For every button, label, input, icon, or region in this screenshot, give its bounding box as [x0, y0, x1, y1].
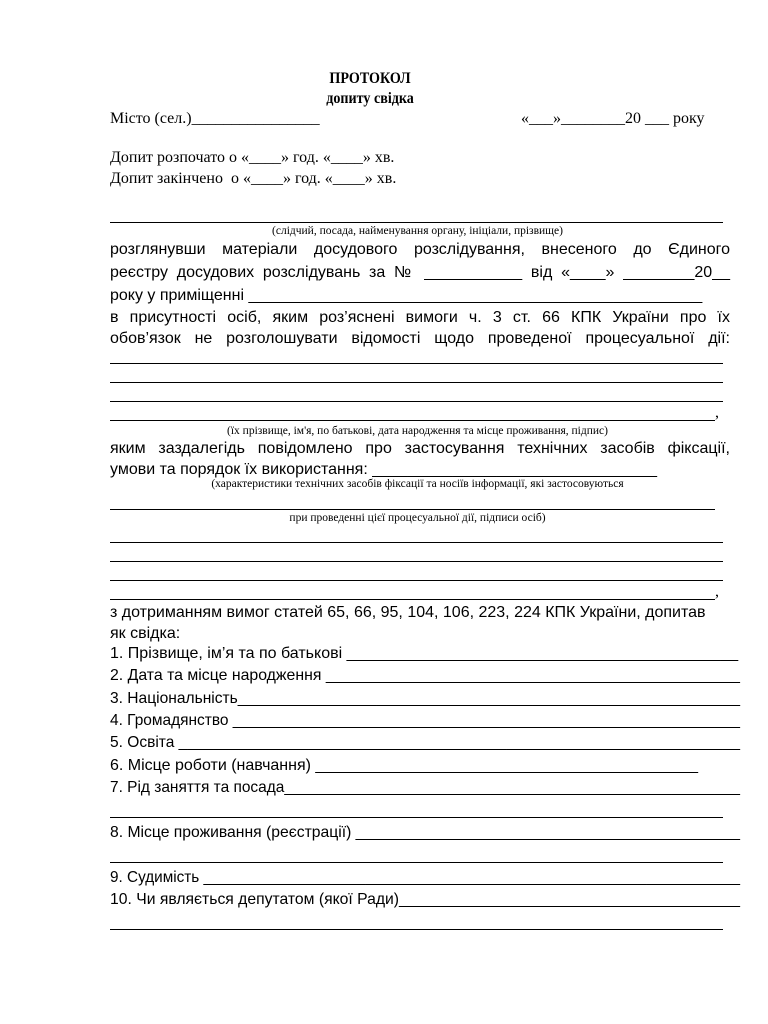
persons-comma: ,: [715, 404, 719, 421]
question-4-citizenship: 4. Громадянство ___________________________________________________________: [110, 712, 740, 729]
materials-line-3: року у приміщенні ___________________________________________________: [110, 287, 703, 304]
persons-caption: (їх прізвище, ім'я, по батькові, дата народження та місце проживання, підпис): [227, 425, 608, 437]
occupation-blank-line: [110, 817, 723, 818]
persons-line-2: обов’язок не розголошувати відомості щодо проведеної процесуальної дії:: [110, 330, 730, 347]
document-subtitle: допиту свідка: [326, 90, 414, 107]
persons-blank-line: [110, 363, 723, 364]
technical-line-1: яким заздалегідь повідомлено про застосування технічних засобів фіксації,: [110, 440, 730, 457]
compliance-line-1: з дотриманням вимог статей 65, 66, 95, 104, 106, 223, 224 КПК України, допитав: [110, 604, 706, 621]
question-10-deputy: 10. Чи являється депутатом (якої Ради)_______________________________________: [110, 891, 740, 908]
persons-blank-line: [110, 382, 723, 383]
materials-line-1: розглянувши матеріали досудового розслідування, внесеного до Єдиного: [110, 241, 730, 258]
technical-blank-line: [110, 561, 723, 562]
persons-blank-line: [110, 420, 715, 421]
question-9-criminal-record: 9. Судимість _______________________________________________________________: [110, 869, 740, 886]
question-3-nationality: 3. Національність__________________________________________________________: [110, 690, 741, 707]
technical-blank-line: [110, 542, 723, 543]
materials-line-2: реєстру досудових розслідувань за № ___________ від «____» ________20__: [110, 264, 730, 281]
question-8-residence: 8. Місце проживання (реєстрації) ____________________________________________: [110, 824, 741, 841]
persons-line-1: в присутності осіб, яким роз’яснені вимоги ч. 3 ст. 66 КПК України про їх: [110, 309, 730, 326]
question-5-education: 5. Освіта _________________________________________________________________: [110, 734, 740, 751]
question-6-workplace: 6. Місце роботи (навчання) ___________________________________________: [110, 757, 699, 774]
date-field: «___»________20 ___ року: [521, 110, 705, 127]
question-7-occupation: 7. Рід заняття та посада_____________________________________________________: [110, 779, 741, 796]
technical-blank-line: [110, 599, 715, 600]
place-field: Місто (сел.)________________: [110, 110, 320, 127]
question-1-surname: 1. Прізвище, ім’я та по батькові ____________________________________________: [110, 645, 739, 662]
technical-caption-1: (характеристики технічних засобів фіксації та носіїв інформації, які застосовуються: [211, 478, 624, 490]
question-2-birth: 2. Дата та місце народження _______________________________________________: [110, 667, 741, 684]
final-blank-line: [110, 929, 723, 930]
investigator-line: [110, 222, 723, 223]
persons-blank-line: [110, 401, 723, 402]
residence-blank-line: [110, 862, 723, 863]
technical-blank-line: [110, 509, 715, 510]
investigator-caption: (слідчий, посада, найменування органу, ініціали, прізвище): [272, 225, 563, 237]
technical-comma: ,: [715, 583, 719, 600]
document-title: ПРОТОКОЛ: [329, 70, 411, 87]
technical-caption-2: при проведенні цієї процесуальної дії, підписи осіб): [289, 512, 546, 524]
start-time-field: Допит розпочато о «____» год. «____» хв.: [110, 149, 395, 166]
technical-line-2: умови та порядок їх використання: ________________________________: [110, 461, 657, 478]
technical-blank-line: [110, 580, 723, 581]
compliance-line-2: як свідка:: [110, 625, 181, 642]
end-time-field: Допит закінчено о «____» год. «____» хв.: [110, 170, 397, 187]
